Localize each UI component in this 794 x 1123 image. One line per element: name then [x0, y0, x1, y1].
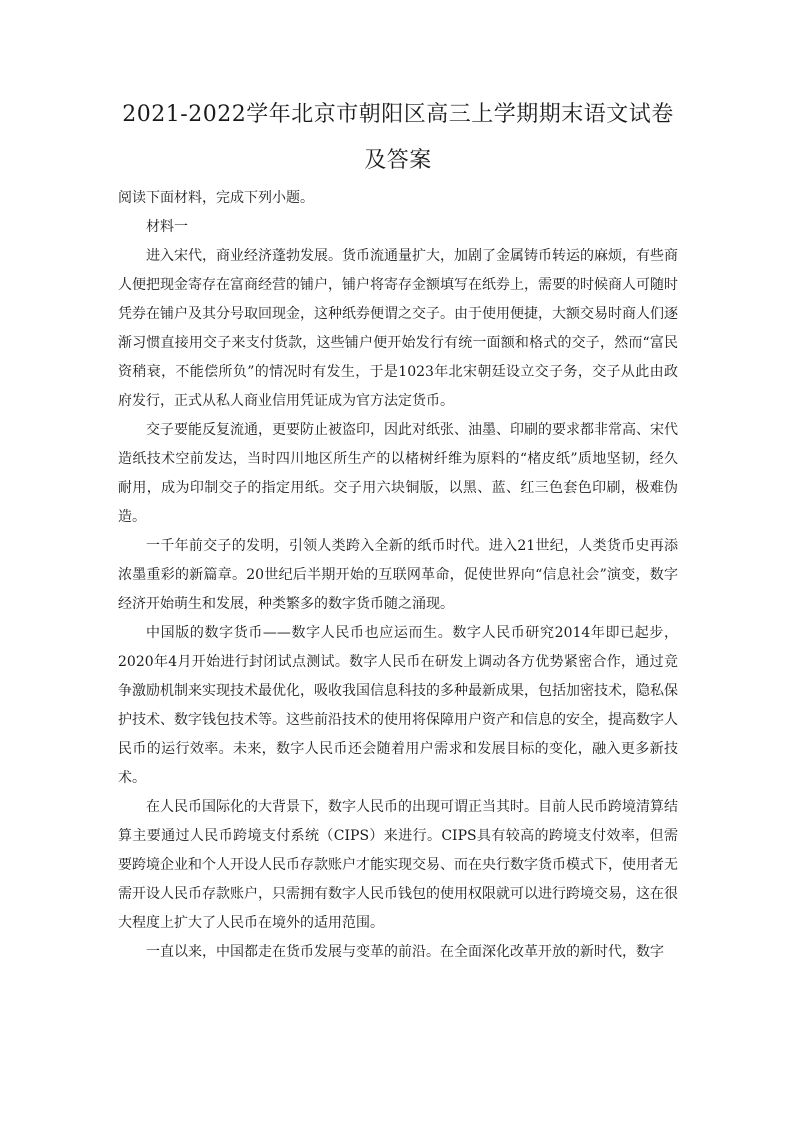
paragraph-rmb-internationalization: 在人民币国际化的大背景下，数字人民币的出现可谓正当其时。目前人民币跨境清算结算主要通过人民币跨境支付系统（CIPS）来进行。CIPS具有较高的跨境支付效率，但需要跨境企业和个人开设人民币存款账户才能实现交易、而在央行数字货币模式下，使用者无需开设人民币存款账户，只需拥有数字人民币钱包的使用权限就可以进行跨境交易，这在很大程度上扩大了人民币在境外的适用范围。 — [118, 799, 678, 931]
reading-instruction: 阅读下面材料，完成下列小题。 — [118, 190, 314, 206]
paragraph-jiaozi-printing: 交子要能反复流通，更要防止被盗印，因此对纸张、油墨、印刷的要求都非常高、宋代造纸技术空前发达，当时四川地区所生产的以楮树纤维为原料的“楮皮纸”质地坚韧，经久耐用，成为印制交子的指定用纸。交子用六块铜版，以黑、蓝、红三色套色印刷，极难伪造。 — [118, 422, 678, 525]
document-page — [118, 92, 678, 967]
paragraph-digital-rmb: 中国版的数字货币——数字人民币也应运而生。数字人民币研究2014年即已起步，2020年4月开始进行封闭试点测试。数字人民币在研发上调动各方优势紧密合作，通过竞争激励机制来实现技术最优化，吸收我国信息科技的多种最新成果，包括加密技术，隐私保护技术、数字钱包技术等。这些前沿技术的使用将保障用户资产和信息的安全，提高数字人民币的运行效率。未来，数字人民币还会随着用户需求和发展目标的变化，融入更多新技术。 — [118, 625, 678, 786]
paragraph-song-dynasty-jiaozi: 进入宋代，商业经济蓬勃发展。货币流通量扩大，加剧了金属铸币转运的麻烦，有些商人便把现金寄存在富商经营的铺户，铺户将寄存金额填写在纸券上，需要的时候商人可随时凭券在铺户及其分号取回现金，这种纸券便谓之交子。由于使用便捷，大额交易时商人们逐渐习惯直接用交子来支付货款，这些铺户便开始发行有统一面额和格式的交子，然而“富民资稍衰，不能偿所负”的情况时有发生，于是1023年北宋朝廷设立交子务，交子从此由政府发行，正式从私人商业信用凭证成为官方法定货币。 — [118, 248, 678, 409]
document-title: 2021-2022学年北京市朝阳区高三上学期期末语文试卷及答案 — [122, 102, 674, 173]
material-label: 材料一 — [146, 219, 188, 235]
paragraph-digital-era: 一千年前交子的发明，引领人类跨入全新的纸币时代。进入21世纪，人类货币史再添浓墨重彩的新篇章。20世纪后半期开始的互联网革命，促使世界向“信息社会”演变，数字经济开始萌生和发展，种类繁多的数字货币随之涌现。 — [118, 538, 678, 612]
paragraph-currency-reform: 一直以来，中国都走在货币发展与变革的前沿。在全面深化改革开放的新时代，数字 — [146, 944, 664, 960]
